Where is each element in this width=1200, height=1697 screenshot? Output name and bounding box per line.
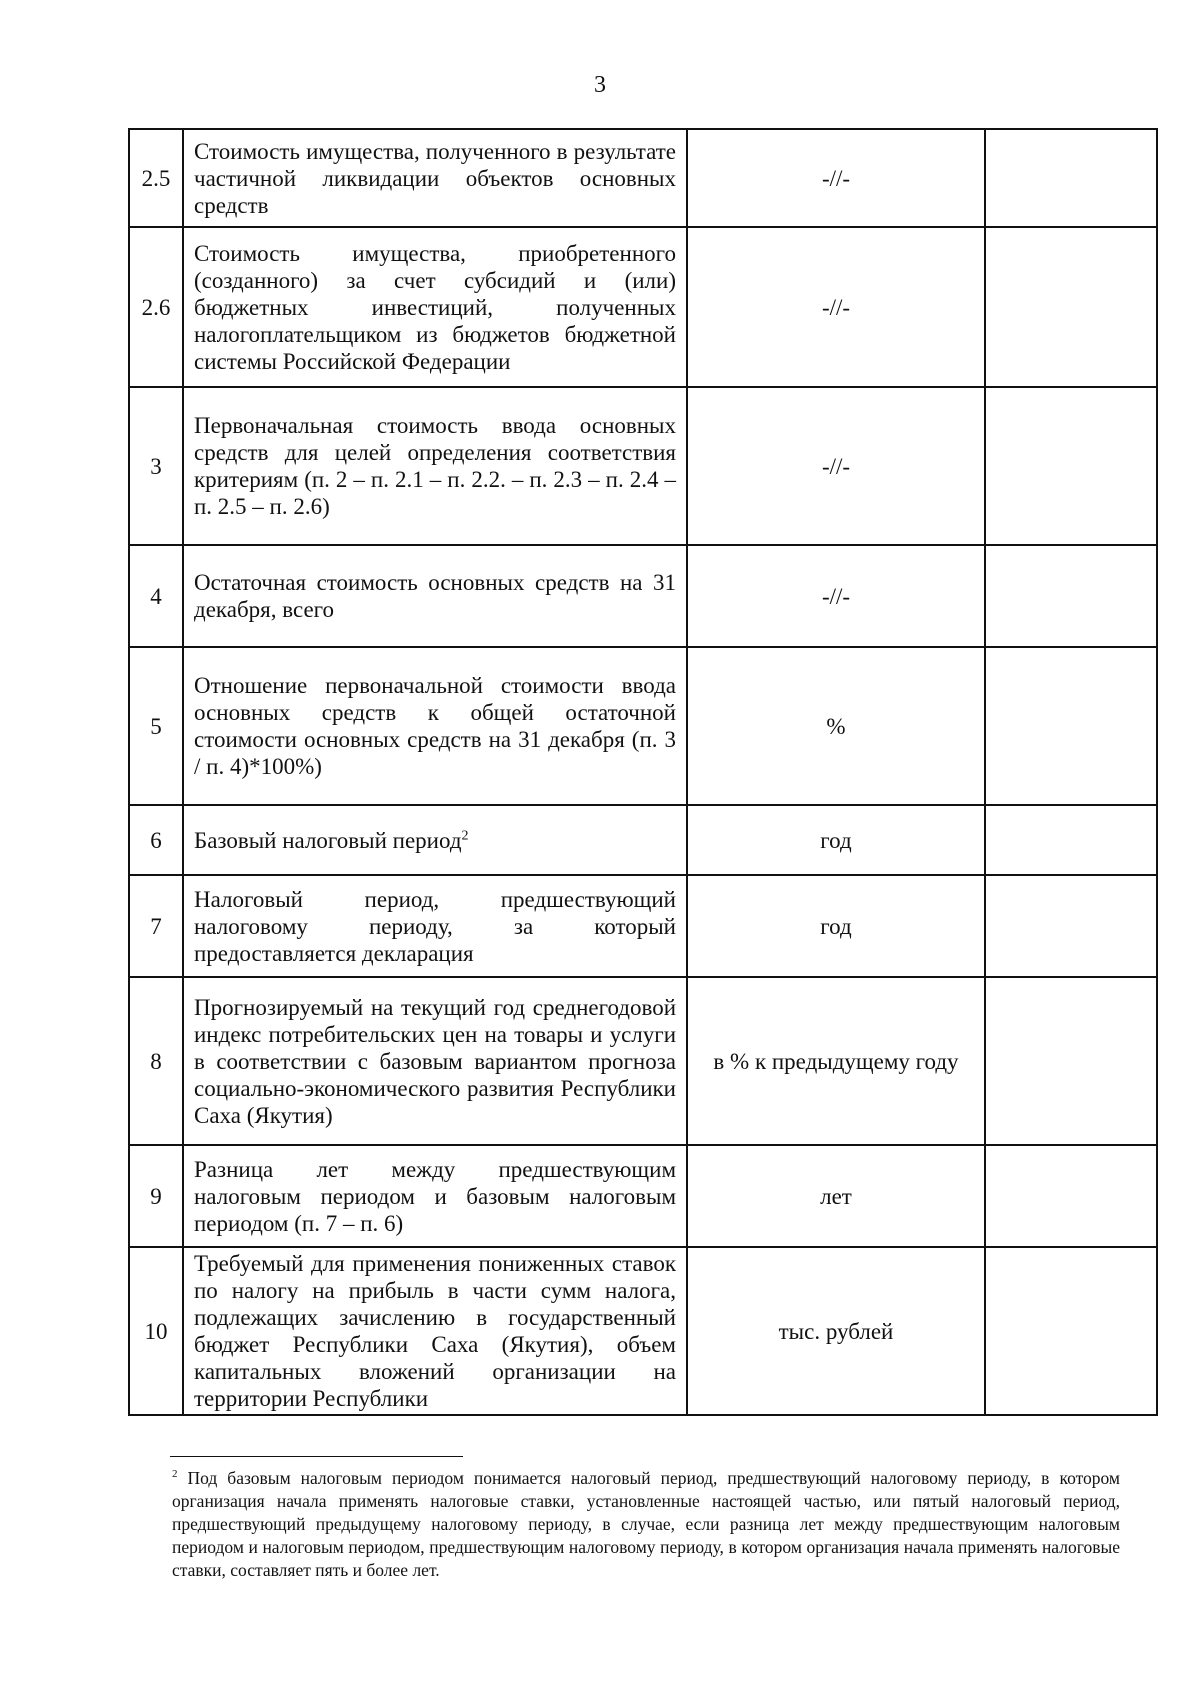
row-value bbox=[985, 805, 1157, 875]
row-unit: в % к предыдущему году bbox=[687, 977, 985, 1145]
table-row bbox=[129, 977, 1157, 1145]
row-value bbox=[985, 387, 1157, 545]
row-number: 3 bbox=[129, 387, 183, 545]
table-row bbox=[129, 545, 1157, 647]
row-indicator bbox=[183, 545, 687, 647]
row-indicator bbox=[183, 227, 687, 387]
row-indicator bbox=[183, 129, 687, 227]
row-indicator bbox=[183, 1145, 687, 1247]
row-unit: % bbox=[687, 647, 985, 805]
row-indicator-text: Налоговый период, предшествующий налоговому периоду, за который предоставляется декларация bbox=[194, 886, 676, 966]
row-indicator bbox=[183, 875, 687, 977]
footnote-separator bbox=[170, 1456, 463, 1457]
row-value bbox=[985, 647, 1157, 805]
table-row bbox=[129, 387, 1157, 545]
row-value bbox=[985, 977, 1157, 1145]
footnote-reference[interactable]: 2 bbox=[461, 827, 469, 843]
table-row bbox=[129, 227, 1157, 387]
footnote bbox=[172, 1467, 1120, 1582]
row-value bbox=[985, 1247, 1157, 1415]
table-row bbox=[129, 805, 1157, 875]
row-number: 8 bbox=[129, 977, 183, 1145]
row-value bbox=[985, 129, 1157, 227]
table-row bbox=[129, 129, 1157, 227]
table-row bbox=[129, 875, 1157, 977]
row-indicator-text: Базовый налоговый период bbox=[194, 827, 462, 853]
row-number: 9 bbox=[129, 1145, 183, 1247]
row-indicator bbox=[183, 977, 687, 1145]
row-unit: лет bbox=[687, 1145, 985, 1247]
row-unit: -//- bbox=[687, 227, 985, 387]
row-value bbox=[985, 1145, 1157, 1247]
row-unit: -//- bbox=[687, 545, 985, 647]
footnote-marker: 2 bbox=[172, 1468, 178, 1481]
row-unit: год bbox=[687, 875, 985, 977]
table-row bbox=[129, 1145, 1157, 1247]
footnote-text: Под базовым налоговым периодом понимается налоговый период, предшествующий налоговому периоду, в котором организация начала применять налоговые ставки, установленные настоящей частью, или пятый налоговый период, предшествующий предыдущему налоговому периоду, в случае, если разница лет между предшествующим налоговым периодом и налоговым периодом, предшествующим налоговому периоду, в котором организация начала применять налоговые ставки, составляет пять и более лет. bbox=[172, 1468, 1120, 1580]
row-indicator-text: Стоимость имущества, приобретенного (созданного) за счет субсидий и (или) бюджетных инвестиций, полученных налогоплательщиком из бюджетов бюджетной системы Российской Федерации bbox=[194, 240, 676, 374]
row-number: 5 bbox=[129, 647, 183, 805]
row-value bbox=[985, 227, 1157, 387]
criteria-table bbox=[128, 128, 1158, 1416]
row-indicator-text: Прогнозируемый на текущий год среднегодовой индекс потребительских цен на товары и услуги в соответствии с базовым вариантом прогноза социально-экономического развития Республики Саха (Якутия) bbox=[194, 994, 676, 1128]
row-number: 10 bbox=[129, 1247, 183, 1415]
row-unit: тыс. рублей bbox=[687, 1247, 985, 1415]
row-indicator-text: Требуемый для применения пониженных ставок по налогу на прибыль в части сумм налога, подлежащих зачислению в государственный бюджет Республики Саха (Якутия), объем капитальных вложений организации на территории Республики bbox=[194, 1251, 676, 1411]
row-indicator bbox=[183, 1247, 687, 1415]
row-number: 2.5 bbox=[129, 129, 183, 227]
row-indicator bbox=[183, 387, 687, 545]
row-unit: -//- bbox=[687, 387, 985, 545]
row-indicator bbox=[183, 805, 687, 875]
row-number: 6 bbox=[129, 805, 183, 875]
row-number: 4 bbox=[129, 545, 183, 647]
row-indicator-text: Отношение первоначальной стоимости ввода основных средств к общей остаточной стоимости основных средств на 31 декабря (п. 3 / п. 4)*100%) bbox=[194, 673, 676, 779]
table-row bbox=[129, 647, 1157, 805]
row-unit: год bbox=[687, 805, 985, 875]
row-indicator bbox=[183, 647, 687, 805]
table-row bbox=[129, 1247, 1157, 1415]
row-value bbox=[985, 875, 1157, 977]
row-value bbox=[985, 545, 1157, 647]
row-indicator-text: Первоначальная стоимость ввода основных средств для целей определения соответствия критериям (п. 2 – п. 2.1 – п. 2.2. – п. 2.3 – п. 2.4 – п. 2.5 – п. 2.6) bbox=[194, 413, 676, 519]
row-unit: -//- bbox=[687, 129, 985, 227]
row-indicator-text: Стоимость имущества, полученного в результате частичной ликвидации объектов основных средств bbox=[194, 138, 676, 218]
row-indicator-text: Разница лет между предшествующим налоговым периодом и базовым налоговым периодом (п. 7 – п. 6) bbox=[194, 1156, 676, 1236]
page-number: 3 bbox=[594, 72, 606, 98]
row-number: 2.6 bbox=[129, 227, 183, 387]
row-indicator-text: Остаточная стоимость основных средств на 31 декабря, всего bbox=[194, 570, 676, 622]
row-number: 7 bbox=[129, 875, 183, 977]
